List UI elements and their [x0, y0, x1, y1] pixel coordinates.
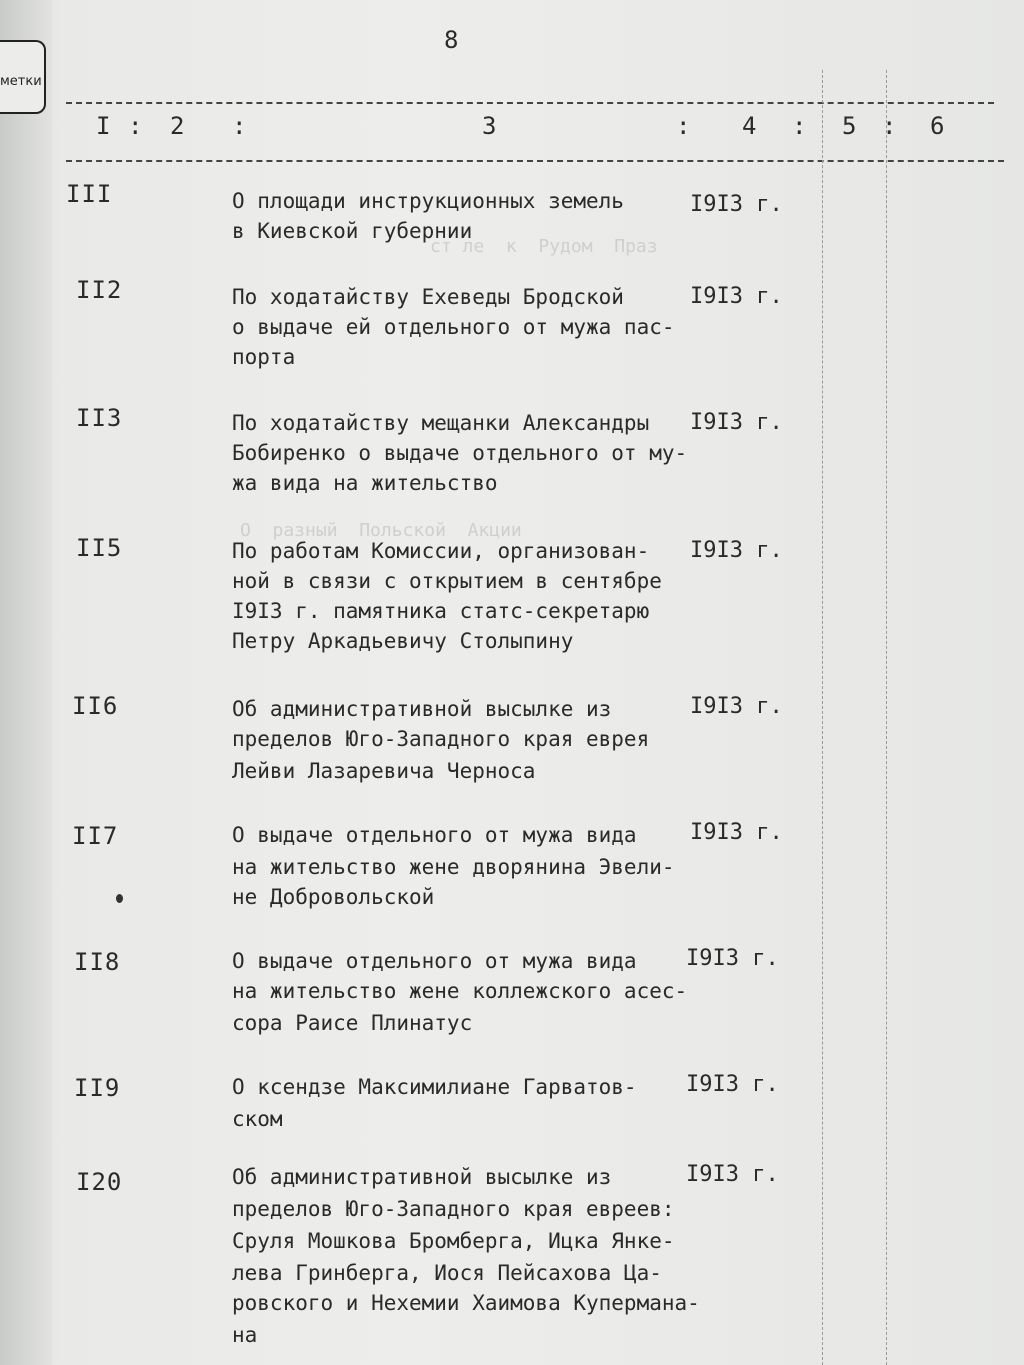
entry-title-line: лева Гринберга, Иося Пейсахова Ца-	[232, 1261, 662, 1285]
column-divider	[886, 70, 887, 1365]
header-bottom-rule	[66, 160, 1004, 162]
column-separator: :	[232, 112, 247, 140]
entry-year: I9I3 г.	[690, 694, 783, 719]
entry-title-line: жа вида на жительство	[232, 471, 498, 495]
entry-title-line: пределов Юго-Западного края евреев:	[232, 1197, 675, 1221]
column-separator: :	[792, 112, 807, 140]
entry-year: I9I3 г.	[686, 1162, 779, 1187]
entry-number: III	[66, 180, 113, 208]
entry-title-line: ной в связи с открытием в сентябре	[232, 569, 662, 593]
entry-year: I9I3 г.	[686, 1072, 779, 1097]
entry-title-line: о выдаче ей отдельного от мужа пас-	[232, 315, 675, 339]
entry-title-line: в Киевской губернии	[232, 219, 473, 243]
entry-title-line: на	[232, 1323, 258, 1347]
column-separator: :	[676, 112, 691, 140]
entry-number: II6	[72, 692, 119, 720]
entry-year: I9I3 г.	[690, 538, 783, 563]
entry-year: I9I3 г.	[686, 946, 779, 971]
entry-number: II2	[76, 276, 123, 304]
entry-title-line: на жительство жене дворянина Эвели-	[232, 855, 675, 879]
entry-title-line: I9I3 г. памятника статс-секретарю	[232, 599, 650, 623]
bleed-through-text: ст ле к Рудом Праз	[430, 236, 658, 257]
column-header-5: 5	[842, 112, 857, 140]
column-header-1: I	[96, 112, 111, 140]
entry-number: I20	[76, 1168, 123, 1196]
ink-speck	[116, 894, 123, 903]
entry-title-line: О выдаче отдельного от мужа вида	[232, 949, 637, 973]
column-header-2: 2	[170, 112, 185, 140]
entry-title-line: О ксендзе Максимилиане Гарватов-	[232, 1075, 637, 1099]
column-separator: :	[882, 112, 897, 140]
entry-year: I9I3 г.	[690, 284, 783, 309]
entry-title-line: порта	[232, 345, 296, 369]
entry-title-line: пределов Юго-Западного края еврея	[232, 727, 650, 751]
column-header-6: 6	[930, 112, 945, 140]
entry-title-line: Петру Аркадьевичу Столыпину	[232, 629, 574, 653]
entry-title-line: По ходатайству Ехеведы Бродской	[232, 285, 624, 309]
entry-year: I9I3 г.	[690, 192, 783, 217]
entry-title-line: ровского и Нехемии Хаимова Купермана-	[232, 1291, 700, 1315]
column-header-4: 4	[742, 112, 757, 140]
entry-number: II5	[76, 534, 123, 562]
header-top-rule	[66, 102, 994, 104]
bleed-through-text: О разный Польской Акции	[240, 520, 522, 541]
page-number: 8	[444, 26, 459, 54]
entry-number: II7	[72, 822, 119, 850]
entry-title-line: О выдаче отдельного от мужа вида	[232, 823, 637, 847]
entry-year: I9I3 г.	[690, 820, 783, 845]
entry-title-line: Лейви Лазаревича Черноса	[232, 759, 536, 783]
entry-title-line: ском	[232, 1107, 283, 1131]
entry-title-line: О площади инструкционных земель	[232, 189, 624, 213]
adjacent-page-tab-label: метки	[0, 74, 42, 89]
entry-title-line: Об административной высылке из	[232, 1165, 612, 1189]
adjacent-page-edge	[0, 0, 52, 1365]
entry-title-line: По работам Комиссии, организован-	[232, 539, 650, 563]
entry-number: II8	[74, 948, 121, 976]
entry-title-line: По ходатайству мещанки Александры	[232, 411, 650, 435]
entry-title-line: Об административной высылке из	[232, 697, 612, 721]
column-header-3: 3	[482, 112, 497, 140]
entry-number: II3	[76, 404, 123, 432]
column-separator: :	[128, 112, 143, 140]
column-divider	[822, 70, 823, 1365]
entry-title-line: не Добровольской	[232, 885, 435, 909]
entry-number: II9	[74, 1074, 121, 1102]
entry-title-line: Сруля Мошкова Бромберга, Ицка Янке-	[232, 1229, 675, 1253]
entry-title-line: Бобиренко о выдаче отдельного от му-	[232, 441, 688, 465]
entry-title-line: сора Раисе Плинатус	[232, 1011, 473, 1035]
entry-year: I9I3 г.	[690, 410, 783, 435]
entry-title-line: на жительство жене коллежского асес-	[232, 979, 688, 1003]
